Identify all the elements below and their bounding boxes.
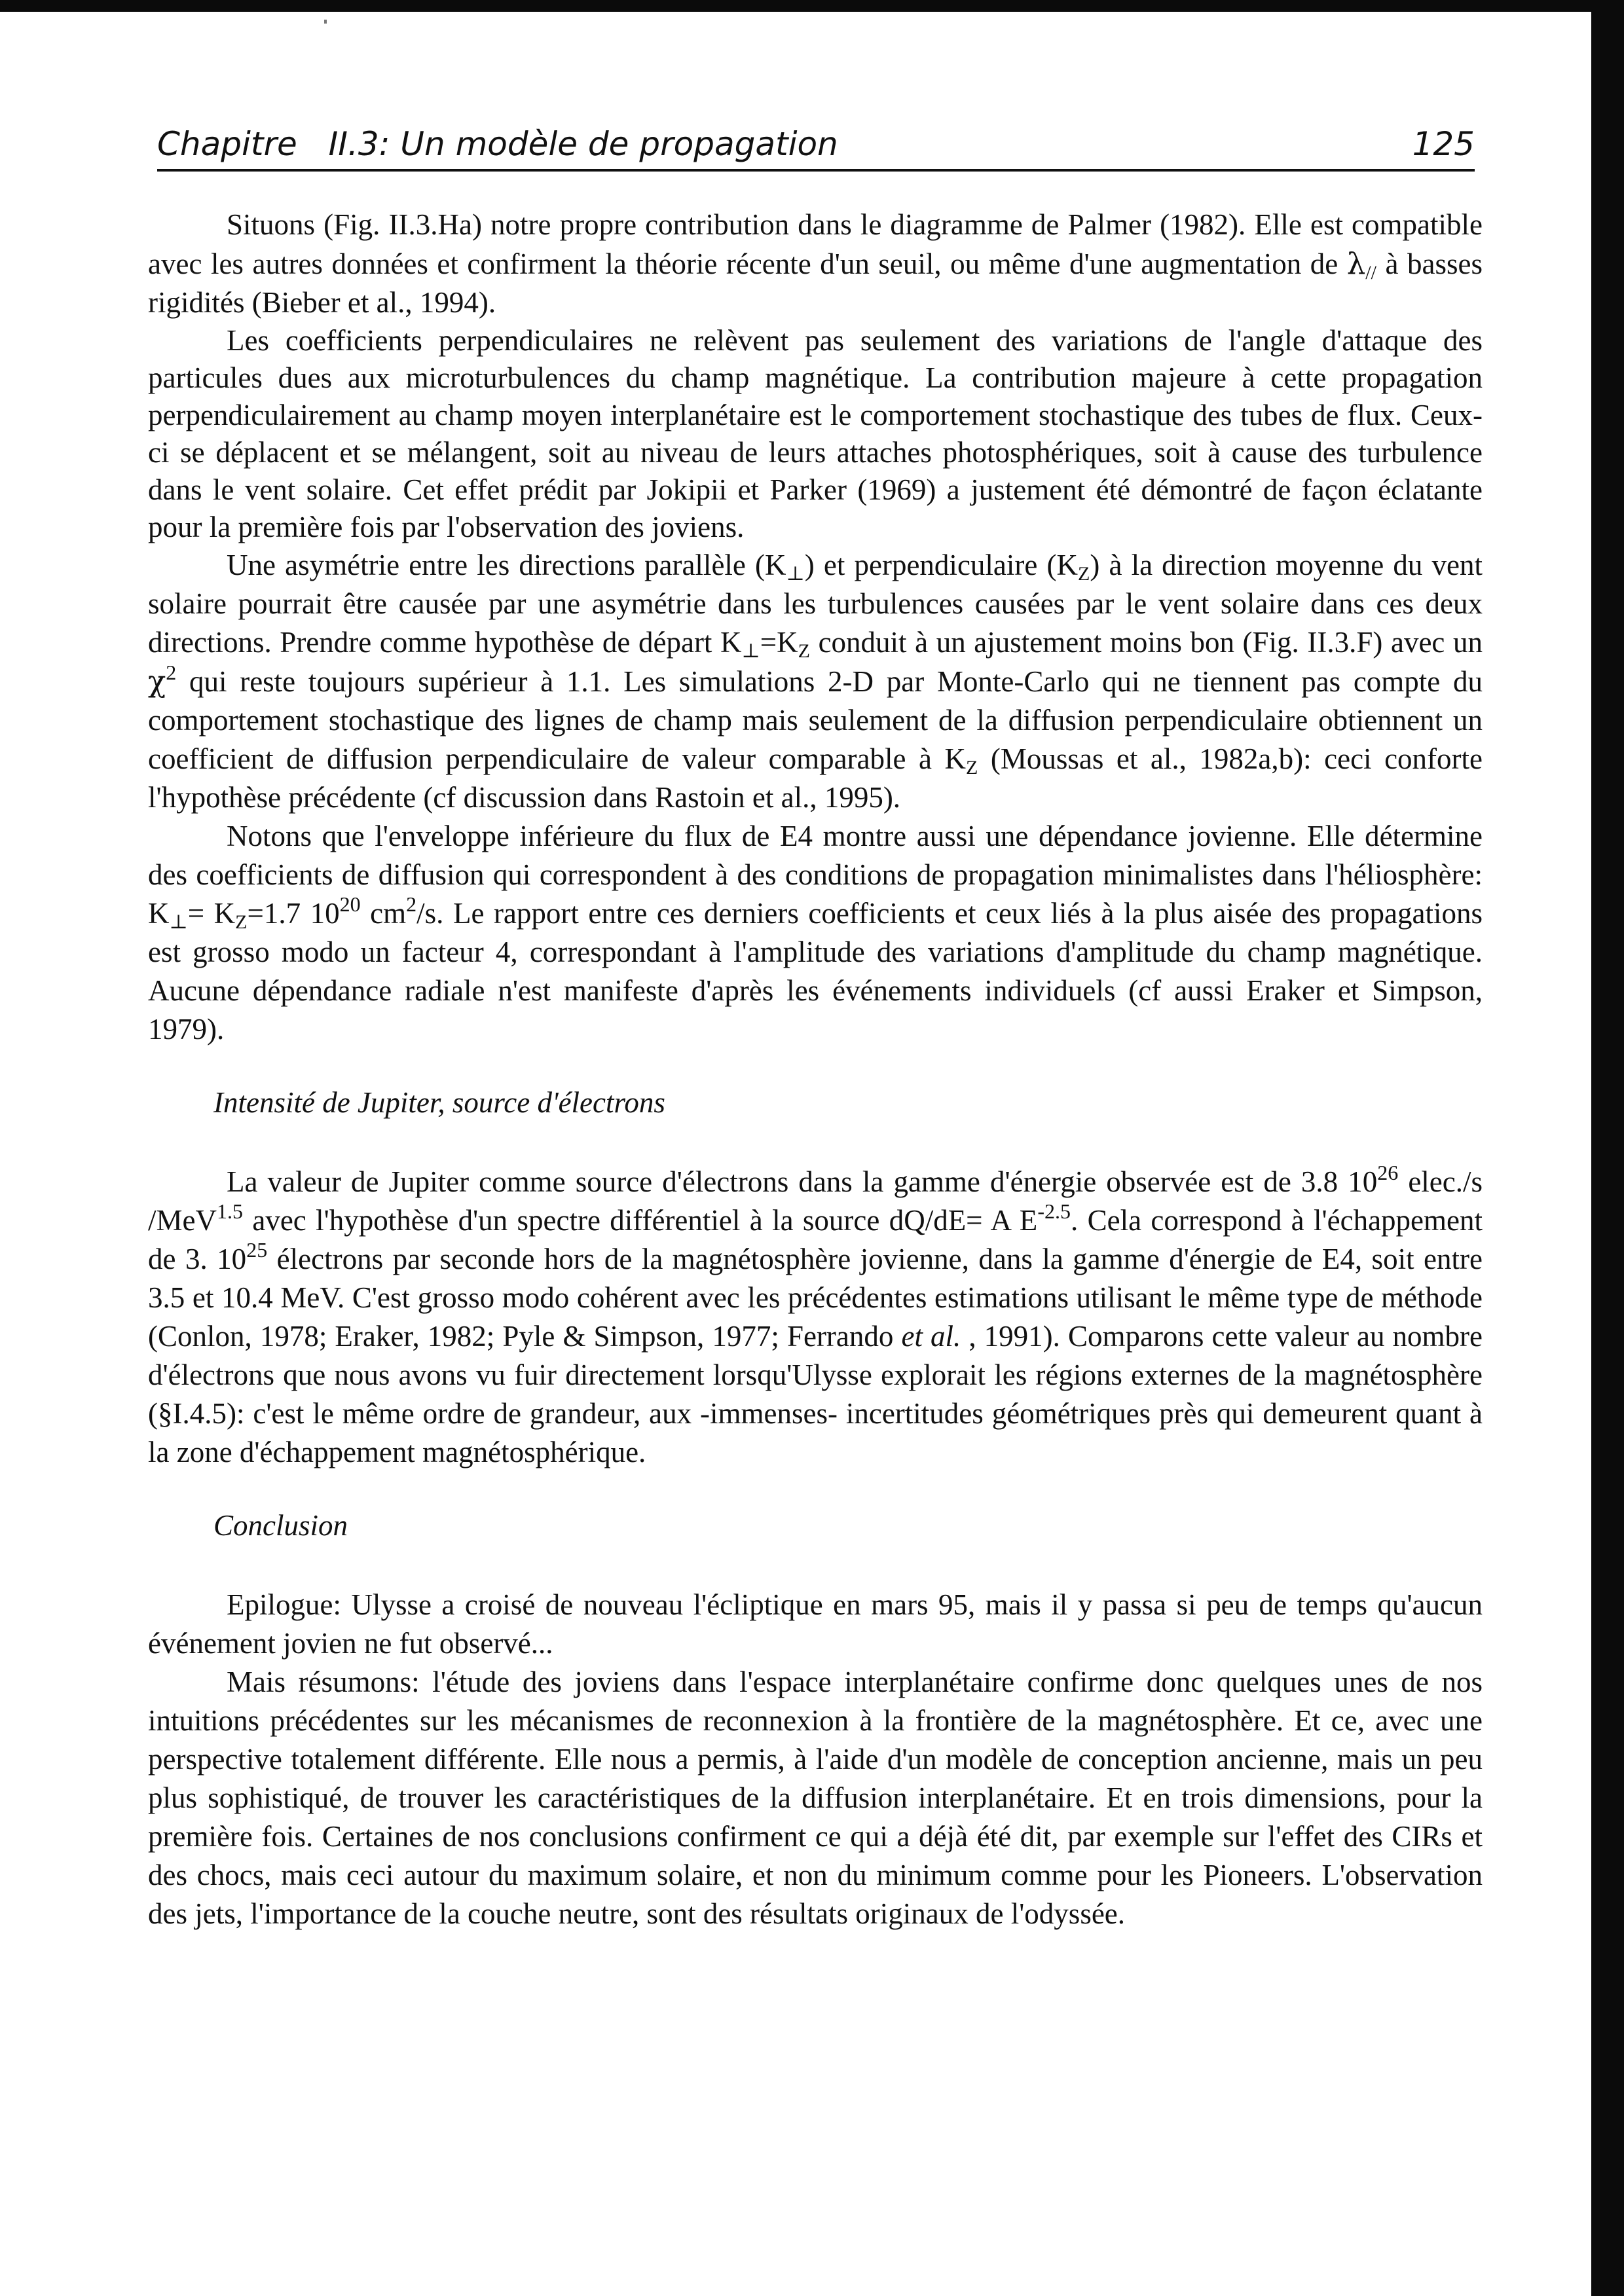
- text-run: =1.7 10: [247, 897, 340, 930]
- z-subscript: Z: [798, 640, 810, 662]
- paragraph-summary: Mais résumons: l'étude des joviens dans l'espace interplanétaire confirme donc quelques unes de nos intuitions précédentes sur les mécanismes de reconnexion à la frontière de la magnétosphère. Et ce, avec une perspective totalement différente. Elle nous a permis, à l'aide d'un modèle de conception ancienne, mais un peu plus sophistiqué, de trouver les caractéristiques de la diffusion interplanétaire. Et en trois dimensions, pour la première fois. Certaines de nos conclusions confirment ce qui a déjà été dit, par exemple sur l'effet des CIRs et des chocs, mais ceci autour du maximum solaire, et non du minimum comme pour les Pioneers. L'observation des jets, l'importance de la couche neutre, sont des résultats originaux de l'odyssée.: [148, 1666, 1483, 1930]
- exponent: 2: [166, 661, 177, 684]
- text-run: , 1991). Comparons cette valeur au nombre d'électrons que nous avons vu fuir directement lorsqu'Ulysse explorait les régions externes de la magnétosphère (§I.4.5): c'est le même ordre de grandeur, aux -immenses- incertitudes géométriques près qui demeurent quant à la zone d'échappement magnétosphérique.: [148, 1320, 1483, 1468]
- paragraph-lower-envelope: [148, 817, 1483, 1049]
- chi-symbol: χ: [148, 664, 166, 699]
- paragraph-jupiter-source: [148, 1163, 1483, 1472]
- parallel-subscript: //: [1365, 262, 1376, 283]
- perp-subscript: ⊥: [786, 562, 805, 585]
- page-header: [157, 122, 1475, 172]
- exponent: 1.5: [217, 1199, 243, 1223]
- text-run: /s. Le rapport entre ces derniers coefficients et ceux liés à la plus aisée des propagations est grosso modo un facteur 4, correspondant à l'amplitude des variations d'amplitude du champ magnétique. Aucune dépendance radiale n'est manifeste d'après les événements individuels (cf aussi Eraker et Simpson, 1979).: [148, 897, 1483, 1046]
- text-run: ) et perpendiculaire (K: [804, 549, 1078, 581]
- scan-speck: [324, 20, 327, 24]
- paragraph-perpendicular-coefficients: Les coefficients perpendiculaires ne relèvent pas seulement des variations de l'angle d'attaque des particules dues aux microturbulences du champ magnétique. La contribution majeure à cette propagation perpendiculairement au champ moyen interplanétaire est le comportement stochastique des tubes de flux. Ceux-ci se déplacent et se mélangent, soit au niveau de leurs attaches photosphériques, soit à cause des turbulence dans le vent solaire. Cet effet prédit par Jokipii et Parker (1969) a justement été démontré de façon éclatante pour la première fois par l'observation des joviens.: [148, 324, 1483, 543]
- text-run: Situons (Fig. II.3.Ha) notre propre contribution dans le diagramme de Palmer (1982). Elle est compatible avec les autres données et confirment la théorie récente d'un seuil, ou même d'une augmentation de: [148, 208, 1483, 280]
- z-subscript: Z: [1077, 563, 1090, 585]
- text-run: avec l'hypothèse d'un spectre différentiel à la source dQ/dE= A E: [243, 1204, 1038, 1237]
- perp-subscript: ⊥: [169, 911, 188, 934]
- exponent: 26: [1377, 1161, 1399, 1184]
- text-run: qui reste toujours supérieur à 1.1. Les simulations 2-D par Monte-Carlo qui ne tiennent pas compte du comportement stochastique des lignes de champ mais seulement de la diffusion perpendiculaire obtiennent un coefficient de diffusion perpendiculaire de valeur comparable à K: [148, 665, 1483, 775]
- text-run: électrons par seconde hors de la magnétosphère jovienne, dans la gamme d'énergie de E4, soit entre 3.5 et 10.4 MeV. C'est grosso modo cohérent avec les précédentes estimations utilisant le même type de méthode (Conlon, 1978; Eraker, 1982; Pyle & Simpson, 1977; Ferrando: [148, 1243, 1483, 1353]
- chapter-title: Chapitre II.3: Un modèle de propagation: [157, 125, 838, 163]
- exponent: 25: [246, 1238, 268, 1262]
- text-run: La valeur de Jupiter comme source d'électrons dans la gamme d'énergie observée est de 3.8 10: [227, 1165, 1378, 1198]
- text-run: Une asymétrie entre les directions parallèle (K: [227, 549, 786, 581]
- text-run: ) à la direction moyenne du vent solaire pourrait être causée par une asymétrie dans les turbulences causées par le vent solaire dans ces deux directions. Prendre comme hypothèse de départ K: [148, 549, 1483, 659]
- exponent: -2.5: [1037, 1199, 1071, 1223]
- paragraph-asymmetry: [148, 546, 1483, 817]
- section-heading-jupiter: Intensité de Jupiter, source d'électrons: [213, 1086, 665, 1119]
- text-run: . Cela correspond à l'échappement de 3. 10: [148, 1204, 1483, 1275]
- spacer: [148, 1545, 1483, 1586]
- spacer: [148, 1472, 1483, 1506]
- document-page: [0, 12, 1591, 2296]
- text-run: conduit à un ajustement moins bon (Fig. II.3.F) avec un: [809, 626, 1483, 659]
- paragraph-palmer: [148, 206, 1483, 322]
- text-run: (Moussas et al., 1982a,b): ceci conforte l'hypothèse précédente (cf discussion dans Rastoin et al., 1995).: [148, 742, 1483, 814]
- text-run: cm: [360, 897, 407, 930]
- et-al-italic: et al.: [901, 1320, 961, 1353]
- spacer: [148, 1122, 1483, 1163]
- paragraph-epilogue: Epilogue: Ulysse a croisé de nouveau l'écliptique en mars 95, mais il y passa si peu de temps qu'aucun événement jovien ne fut observé...: [148, 1588, 1483, 1660]
- page-number: 125: [1412, 125, 1475, 163]
- text-run: elec./s /MeV: [148, 1165, 1483, 1237]
- text-run: =K: [760, 626, 798, 659]
- exponent: 20: [339, 892, 361, 916]
- z-subscript: Z: [966, 757, 978, 778]
- z-subscript: Z: [235, 911, 248, 933]
- exponent: 2: [406, 892, 417, 916]
- text-run: = K: [187, 897, 236, 930]
- section-heading-conclusion: Conclusion: [213, 1509, 348, 1542]
- perp-subscript: ⊥: [741, 640, 760, 663]
- text-run: Notons que l'enveloppe inférieure du flux de E4 montre aussi une dépendance jovienne. Elle détermine des coefficients de diffusion qui correspondent à des conditions de propagation minimalistes dans l'héliosphère: K: [148, 820, 1483, 930]
- text-run: à basses rigidités (Bieber et al., 1994).: [148, 247, 1483, 319]
- spacer: [148, 1049, 1483, 1083]
- lambda-symbol: λ: [1346, 246, 1366, 281]
- document-body: [148, 206, 1483, 1933]
